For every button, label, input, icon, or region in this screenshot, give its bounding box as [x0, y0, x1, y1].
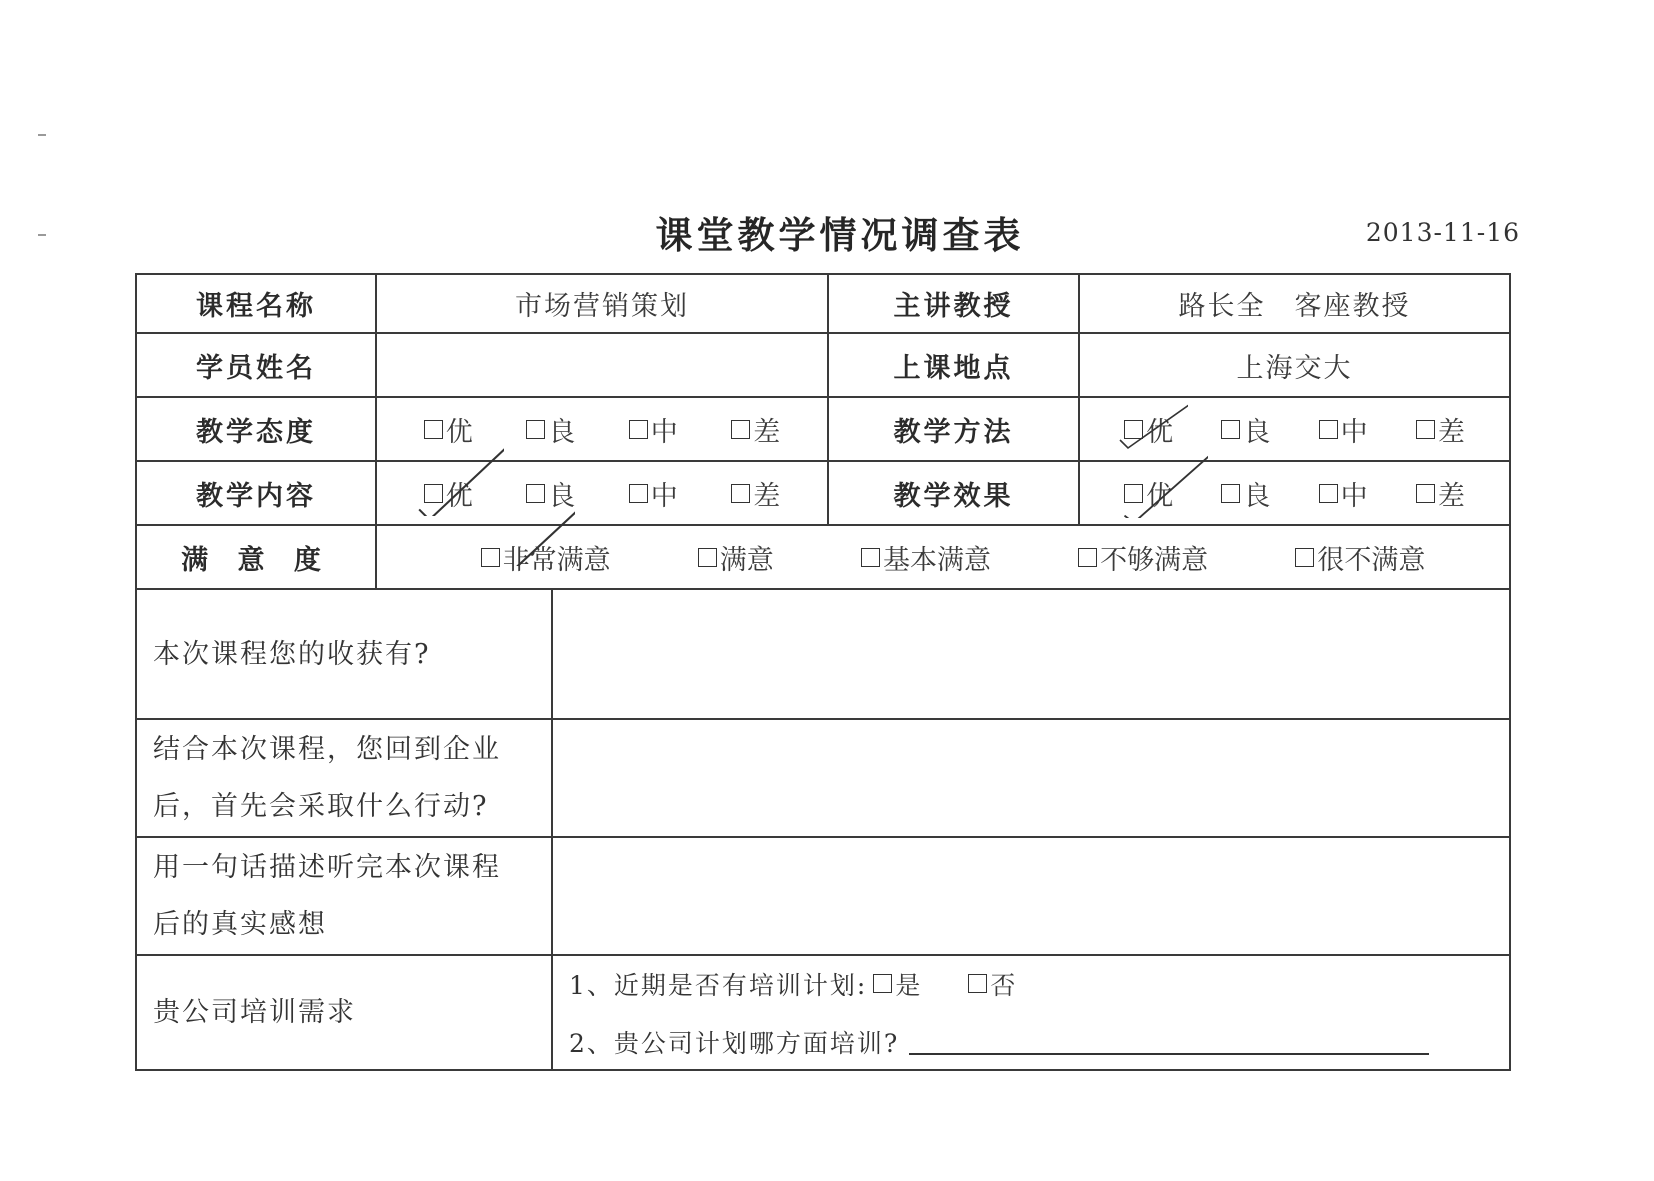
action-answer[interactable]	[552, 719, 1510, 837]
effect-label: 教学效果	[828, 461, 1079, 525]
content-option-excellent[interactable]: 优	[424, 474, 473, 513]
feeling-question-line2: 后的真实感想	[153, 909, 327, 940]
satisfaction-option-very-unsatisfied[interactable]: 很不满意	[1295, 538, 1425, 577]
effect-option-good[interactable]: 良	[1221, 474, 1270, 513]
training-answers	[552, 955, 1510, 1070]
checkbox-icon[interactable]	[873, 974, 892, 993]
row-training	[136, 955, 1510, 1070]
checkbox-icon[interactable]	[424, 420, 443, 439]
effect-option-average[interactable]: 中	[1319, 474, 1368, 513]
professor-label: 主讲教授	[828, 274, 1079, 333]
satisfaction-option-very-satisfied[interactable]: 非常满意	[481, 538, 611, 577]
row-gain	[136, 589, 1510, 719]
checkbox-icon[interactable]	[698, 548, 717, 567]
attitude-option-excellent[interactable]: 优	[424, 410, 473, 449]
gain-answer[interactable]	[552, 589, 1510, 719]
method-option-good[interactable]: 良	[1221, 410, 1270, 449]
training-area-input[interactable]	[909, 1029, 1429, 1055]
method-options	[1079, 397, 1510, 461]
satisfaction-options	[376, 525, 1510, 589]
checkbox-icon[interactable]	[731, 420, 750, 439]
feeling-answer[interactable]	[552, 837, 1510, 955]
feeling-question-line1: 用一句话描述听完本次课程	[153, 852, 501, 883]
survey-table	[135, 273, 1511, 1071]
row-feeling	[136, 837, 1510, 955]
student-label: 学员姓名	[136, 333, 376, 397]
satisfaction-option-not-satisfied[interactable]: 不够满意	[1078, 538, 1208, 577]
training-plan-question: 1、近期是否有培训计划:	[569, 970, 868, 1000]
action-question-line2: 后，首先会采取什么行动?	[153, 791, 489, 822]
checkbox-icon[interactable]	[731, 484, 750, 503]
checkbox-icon[interactable]	[1221, 420, 1240, 439]
content-option-poor[interactable]: 差	[731, 474, 780, 513]
row-content-effect	[136, 461, 1510, 525]
satisfaction-option-basically-satisfied[interactable]: 基本满意	[861, 538, 991, 577]
checkbox-icon[interactable]	[1078, 548, 1097, 567]
training-area-question: 2、贵公司计划哪方面培训?	[569, 1028, 900, 1058]
checkbox-icon[interactable]	[968, 974, 987, 993]
checkbox-icon[interactable]	[861, 548, 880, 567]
checkbox-icon[interactable]	[1221, 484, 1240, 503]
form-title: 课堂教学情况调查表	[655, 214, 1025, 257]
effect-option-poor[interactable]: 差	[1416, 474, 1465, 513]
training-plan-line	[553, 966, 1509, 1002]
professor-value[interactable]: 路长全 客座教授	[1079, 274, 1510, 333]
checkbox-icon[interactable]	[1416, 484, 1435, 503]
method-option-excellent[interactable]: 优	[1124, 410, 1173, 449]
row-student	[136, 333, 1510, 397]
checkbox-icon[interactable]	[629, 420, 648, 439]
content-options	[376, 461, 828, 525]
checkbox-icon[interactable]	[1416, 420, 1435, 439]
row-action	[136, 719, 1510, 837]
action-question-line1: 结合本次课程，您回到企业	[153, 734, 501, 765]
row-course	[136, 274, 1510, 333]
checkbox-icon[interactable]	[481, 548, 500, 567]
effect-options	[1079, 461, 1510, 525]
location-label: 上课地点	[828, 333, 1079, 397]
attitude-label: 教学态度	[136, 397, 376, 461]
training-label: 贵公司培训需求	[136, 955, 552, 1070]
course-label: 课程名称	[136, 274, 376, 333]
attitude-options	[376, 397, 828, 461]
form-date: 2013-11-16	[1365, 218, 1520, 247]
content-label: 教学内容	[136, 461, 376, 525]
checkbox-icon[interactable]	[1319, 420, 1338, 439]
gain-question: 本次课程您的收获有?	[136, 589, 552, 719]
content-option-good[interactable]: 良	[526, 474, 575, 513]
row-attitude-method	[136, 397, 1510, 461]
method-option-poor[interactable]: 差	[1416, 410, 1465, 449]
course-value[interactable]: 市场营销策划	[376, 274, 828, 333]
content-option-average[interactable]: 中	[629, 474, 678, 513]
method-label: 教学方法	[828, 397, 1079, 461]
action-question	[136, 719, 552, 837]
checkbox-icon[interactable]	[1295, 548, 1314, 567]
effect-option-excellent[interactable]: 优	[1124, 474, 1173, 513]
training-area-line	[553, 1024, 1509, 1060]
checkbox-icon[interactable]	[629, 484, 648, 503]
satisfaction-label: 满 意 度	[136, 525, 376, 589]
attitude-option-good[interactable]: 良	[526, 410, 575, 449]
checkbox-icon[interactable]	[424, 484, 443, 503]
attitude-option-poor[interactable]: 差	[731, 410, 780, 449]
method-option-average[interactable]: 中	[1319, 410, 1368, 449]
satisfaction-option-satisfied[interactable]: 满意	[698, 538, 774, 577]
checkbox-icon[interactable]	[1319, 484, 1338, 503]
checkbox-icon[interactable]	[526, 484, 545, 503]
checkbox-icon[interactable]	[1124, 484, 1143, 503]
checkbox-icon[interactable]	[1124, 420, 1143, 439]
feeling-question	[136, 837, 552, 955]
student-value[interactable]	[376, 333, 828, 397]
training-plan-no[interactable]: 否	[968, 966, 1017, 1002]
checkbox-icon[interactable]	[526, 420, 545, 439]
location-value[interactable]: 上海交大	[1079, 333, 1510, 397]
training-plan-yes[interactable]: 是	[873, 966, 922, 1002]
row-satisfaction	[136, 525, 1510, 589]
attitude-option-average[interactable]: 中	[629, 410, 678, 449]
